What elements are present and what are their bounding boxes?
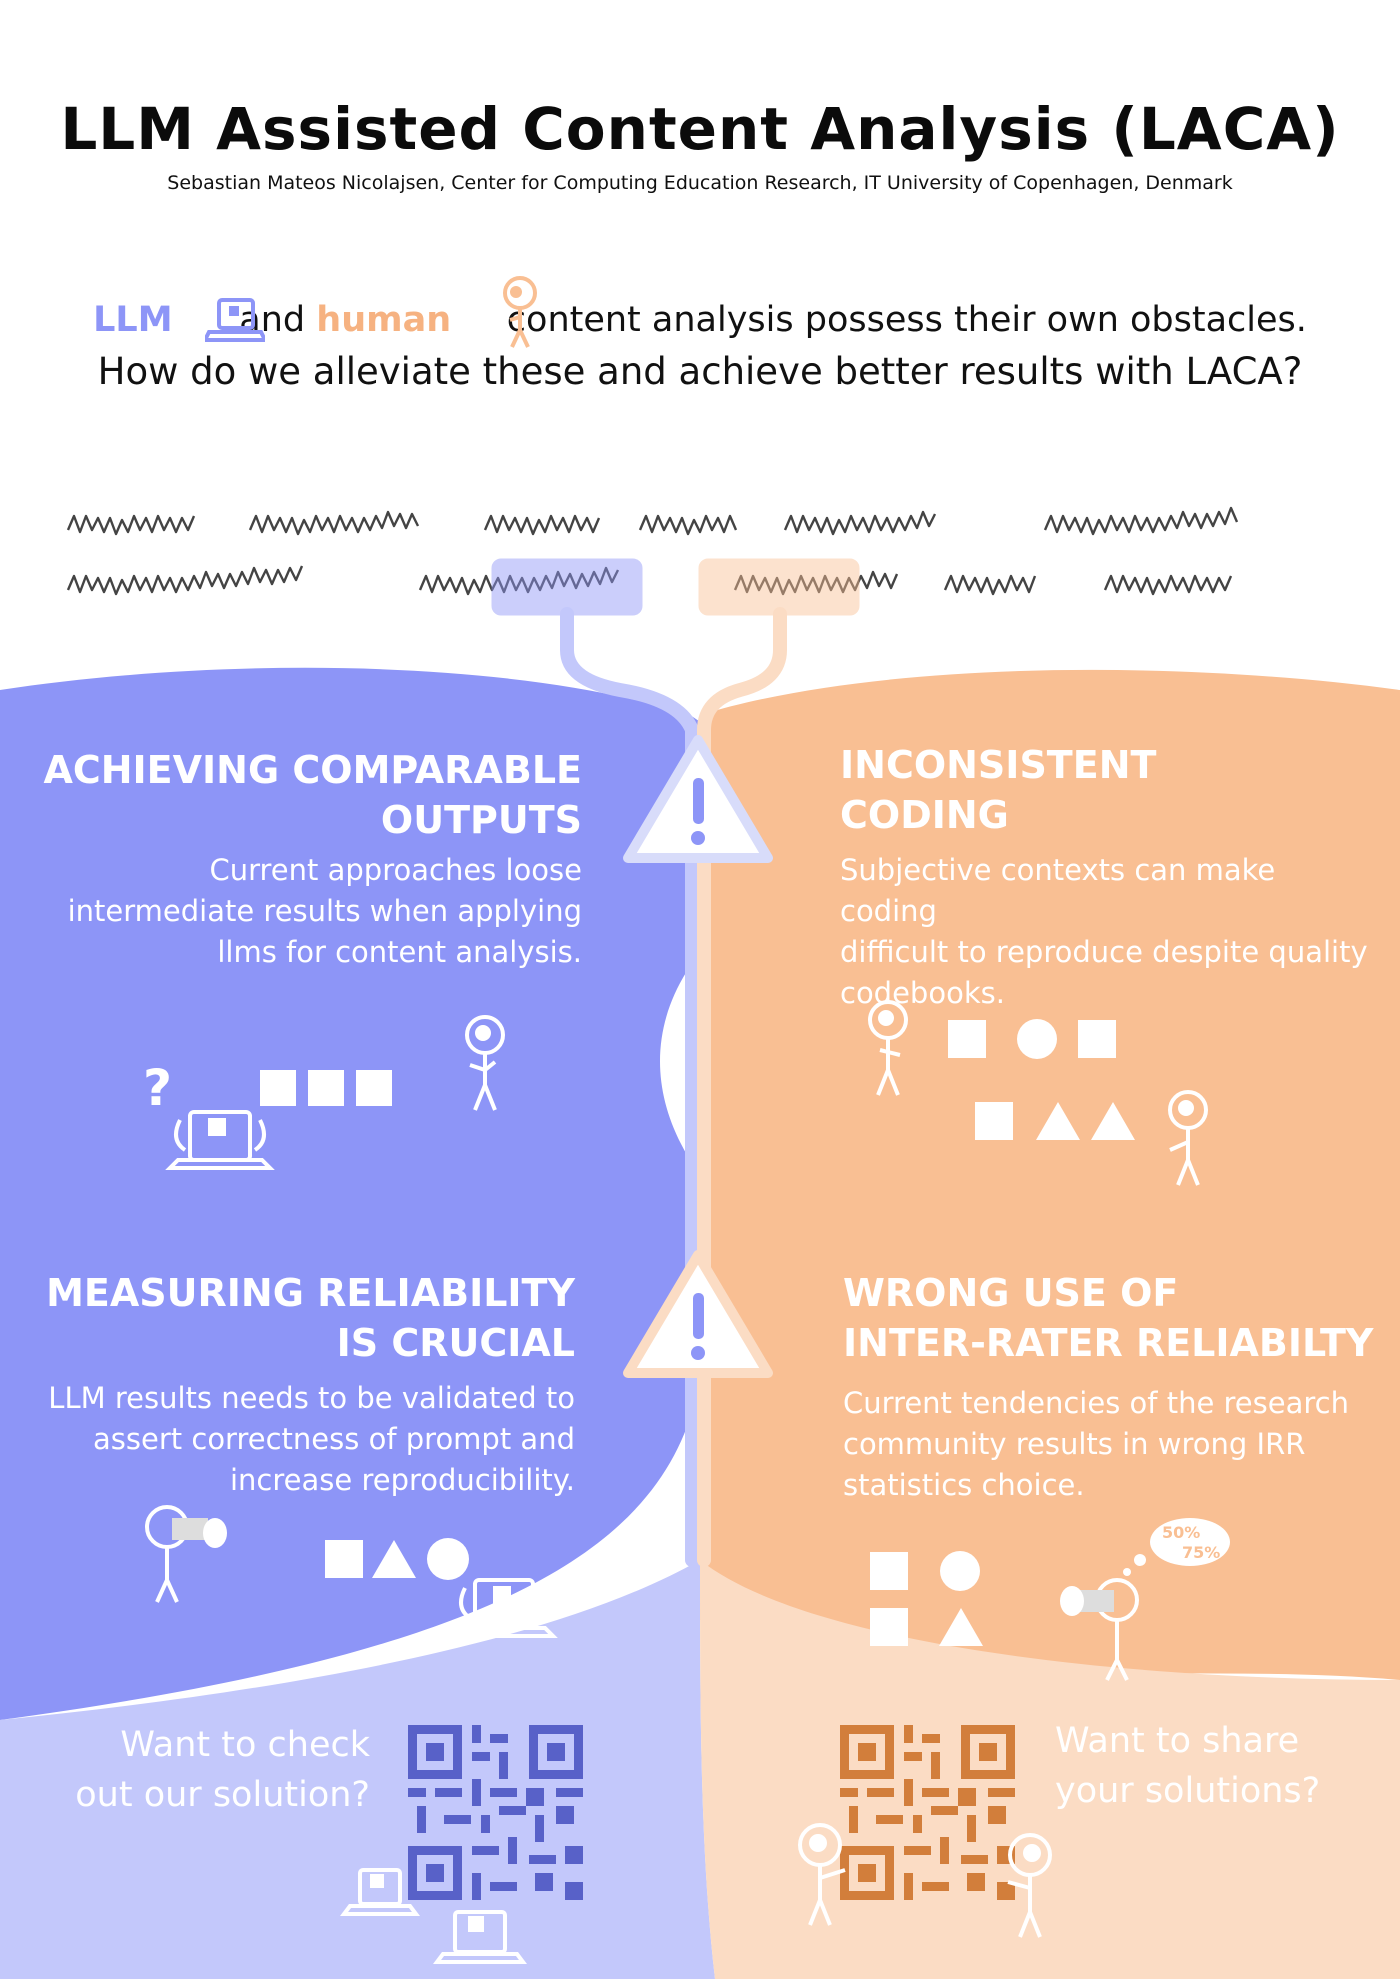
authors-line: Sebastian Mateos Nicolajsen, Center for Computing Education Research, IT University of Copenhagen, Denmark <box>167 172 1233 194</box>
right-s2-title-line-1: WRONG USE OF <box>843 1271 1179 1315</box>
right-s1-body-line-1: Subjective contexts can make coding <box>840 853 1276 928</box>
left-s2-body <box>0 1378 575 1501</box>
question-mark-icon <box>143 1059 172 1117</box>
right-s1-body-line-2: difficult to reproduce despite quality <box>840 935 1368 969</box>
right-s2-body-line-1: Current tendencies of the research <box>843 1386 1349 1420</box>
right-cta-line-2: your solutions? <box>1055 1771 1321 1811</box>
right-s2-body-line-3: statistics choice. <box>843 1468 1085 1502</box>
left-s1-body-line-2: intermediate results when applying <box>67 894 582 928</box>
circle-icon <box>427 1538 469 1580</box>
bubble-text-2: 75% <box>1182 1543 1221 1562</box>
right-s2-body <box>843 1383 1383 1506</box>
right-s1-title <box>840 740 1380 840</box>
intro-line-2: How do we alleviate these and achieve better results with LACA? <box>97 350 1303 393</box>
llm-word: LLM <box>93 300 173 340</box>
right-s1-title-line-2: CODING <box>840 793 1009 837</box>
right-s1-body-line-3: codebooks. <box>840 976 1005 1010</box>
square-icon <box>260 1070 392 1106</box>
computer-llm-icon <box>205 296 265 348</box>
right-cta <box>1055 1716 1395 1816</box>
left-cta-line-1: Want to check <box>120 1725 370 1765</box>
left-s2-title-line-1: MEASURING RELIABILITY <box>46 1271 575 1315</box>
circle-icon <box>940 1551 980 1591</box>
left-s1-title-line-1: ACHIEVING COMPARABLE <box>43 748 582 792</box>
square-icon <box>325 1540 363 1578</box>
human-word: human <box>316 300 452 340</box>
left-s2-title-line-2: IS CRUCIAL <box>336 1321 575 1365</box>
right-s2-title-line-2: INTER-RATER RELIABILTY <box>843 1321 1374 1365</box>
left-s2-body-line-3: increase reproducibility. <box>230 1463 575 1497</box>
human-figure-icon <box>495 275 545 350</box>
human-highlight-box <box>700 560 858 614</box>
left-s2-body-line-1: LLM results needs to be validated to <box>48 1381 575 1415</box>
llm-highlight-box <box>493 560 641 614</box>
svg-text:?: ? <box>143 1059 173 1117</box>
qr-code-orange[interactable] <box>840 1725 1015 1900</box>
left-s1-title <box>22 745 582 845</box>
right-s2-title <box>843 1268 1383 1368</box>
right-cta-line-1: Want to share <box>1055 1721 1300 1761</box>
circle-icon <box>1017 1019 1057 1059</box>
right-s1-title-line-1: INCONSISTENT <box>840 743 1157 787</box>
left-s1-body-line-1: Current approaches loose <box>209 853 582 887</box>
bubble-text-1: 50% <box>1162 1523 1201 1542</box>
left-s2-body-line-2: assert correctness of prompt and <box>93 1422 575 1456</box>
page-title: LLM Assisted Content Analysis (LACA) <box>60 95 1340 163</box>
qr-code-blue[interactable] <box>408 1725 583 1900</box>
left-s1-body-line-3: llms for content analysis. <box>217 935 582 969</box>
left-cta-line-2: out our solution? <box>75 1775 370 1815</box>
left-s2-title <box>15 1268 575 1368</box>
left-s1-body <box>22 850 582 973</box>
and-word: and <box>239 300 306 340</box>
scribble-text <box>68 508 1237 594</box>
intro-line-1-rest: content analysis possess their own obstacles. <box>506 300 1307 340</box>
left-cta <box>30 1720 370 1820</box>
left-s1-title-line-2: OUTPUTS <box>380 798 582 842</box>
right-s1-body <box>840 850 1380 1014</box>
right-s2-body-line-2: community results in wrong IRR <box>843 1427 1306 1461</box>
